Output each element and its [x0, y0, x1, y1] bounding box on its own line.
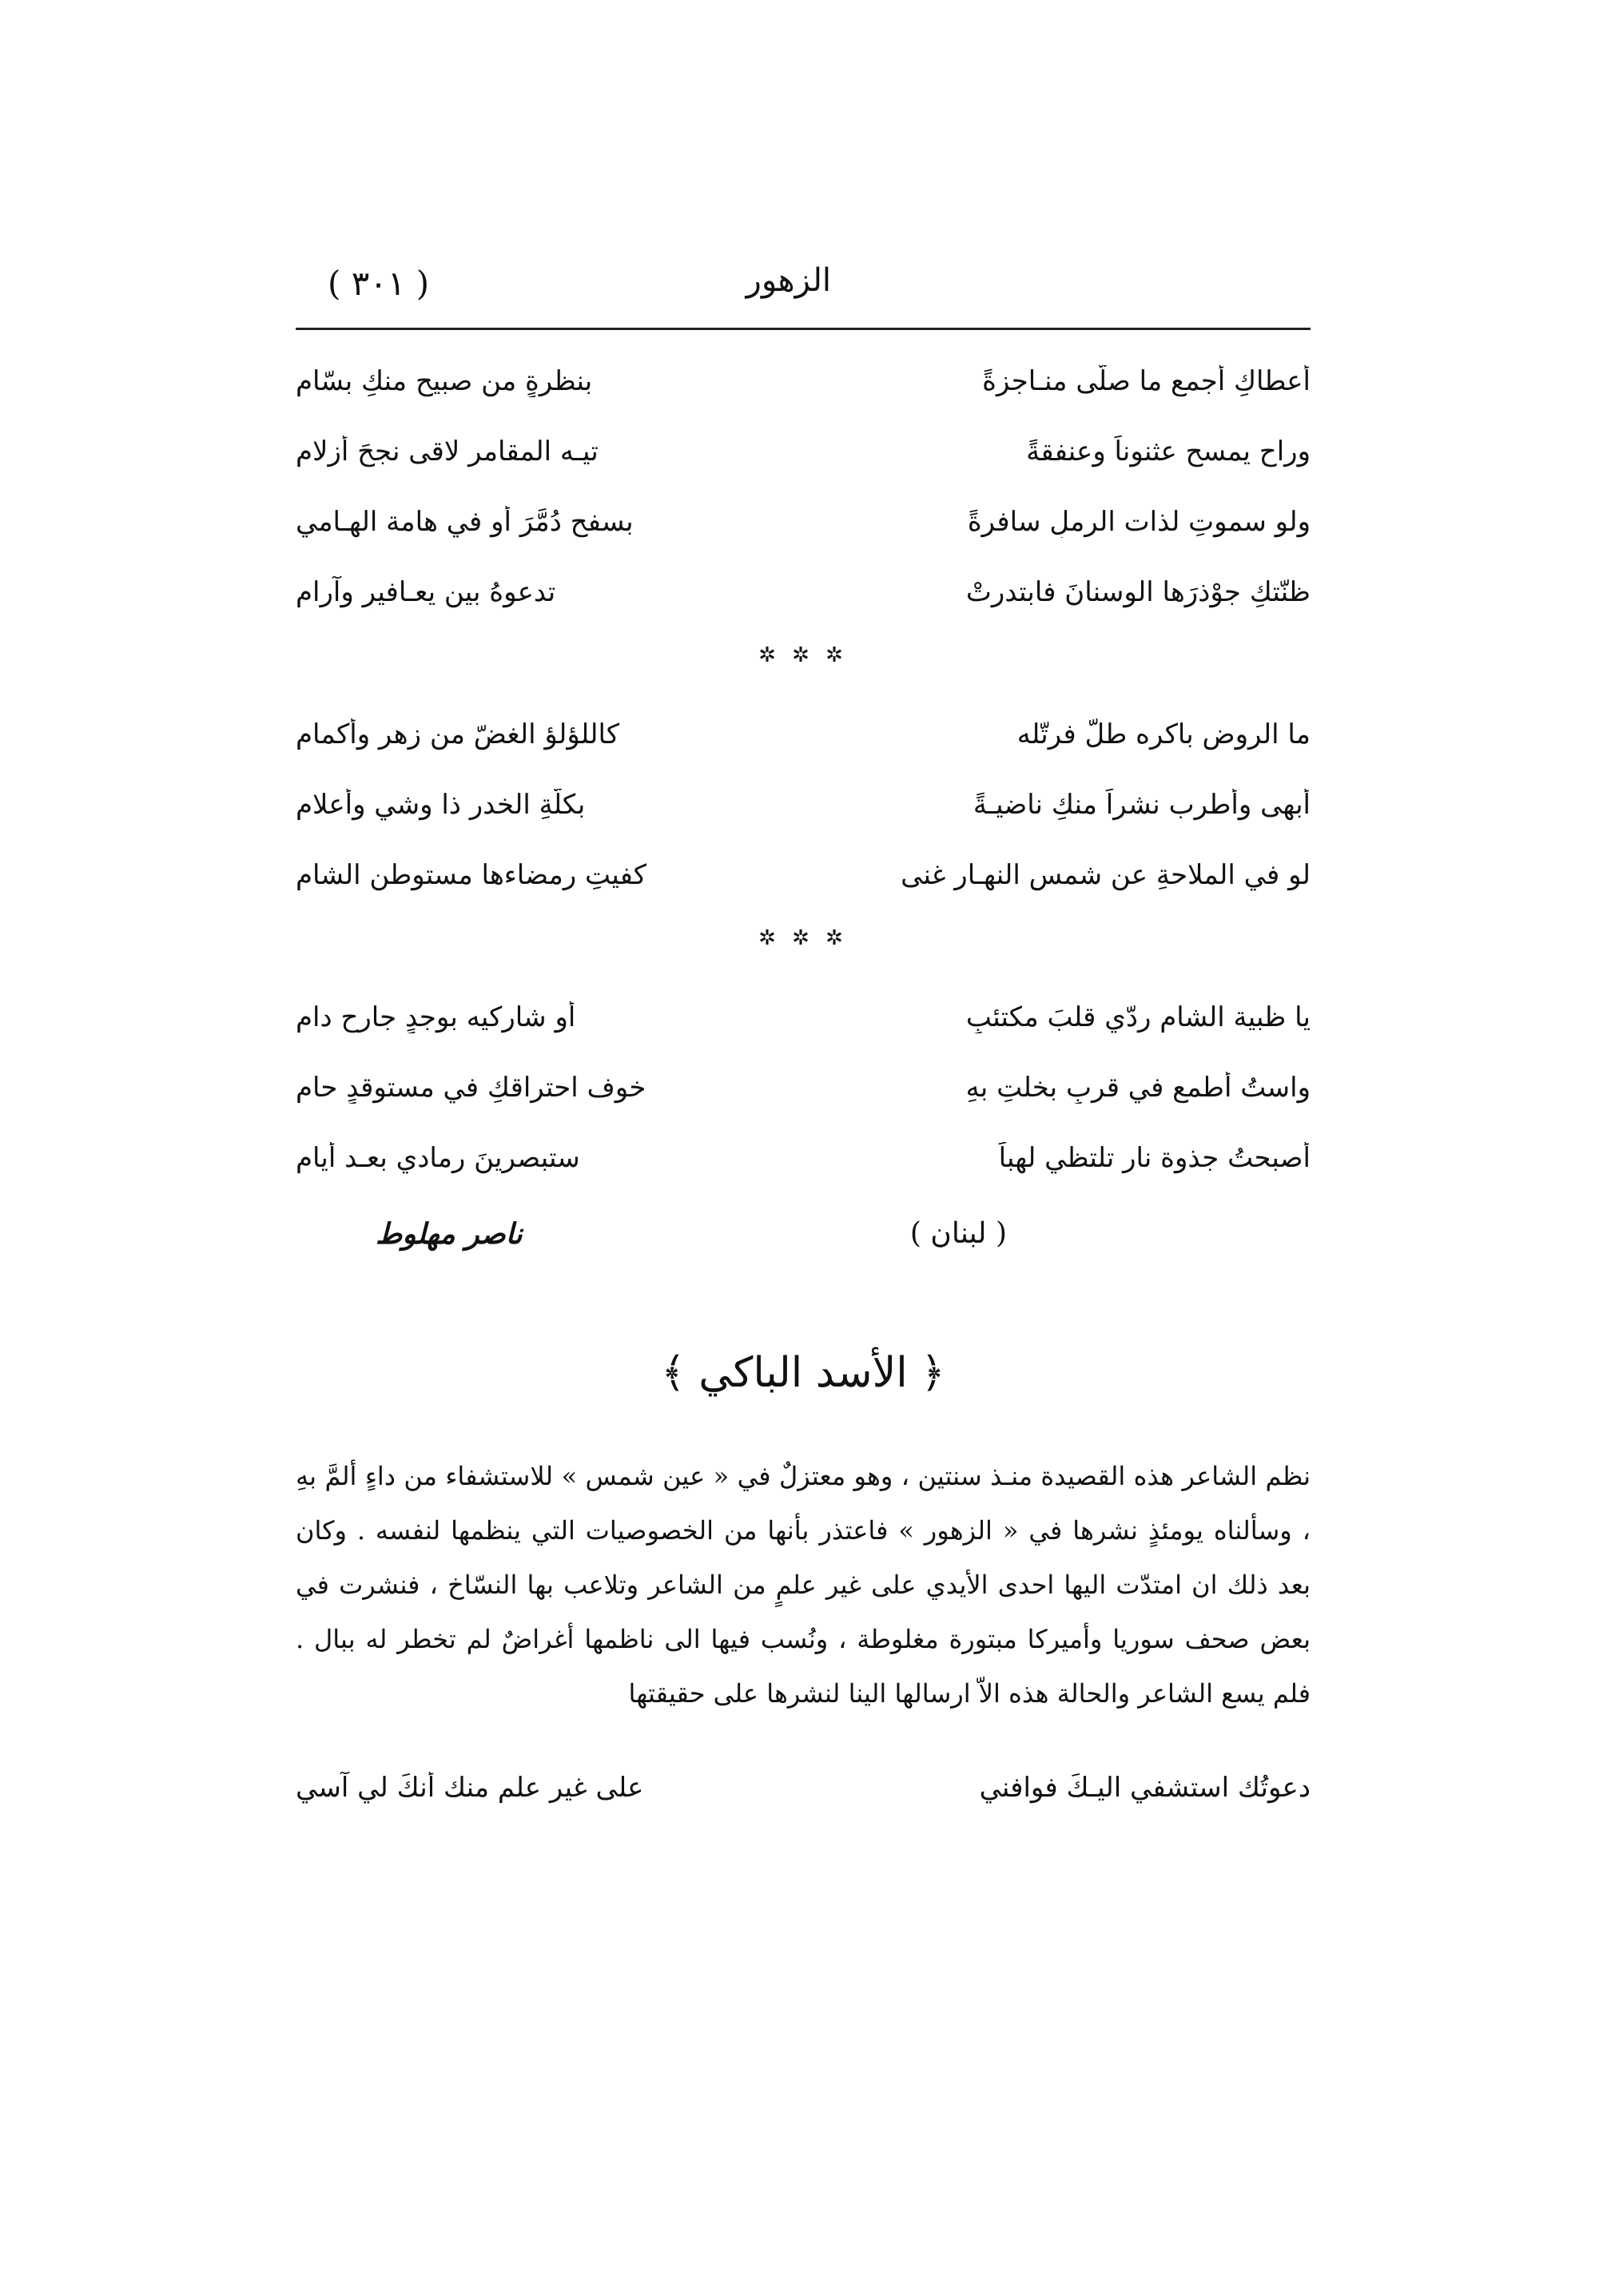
poet-signature: ناصر مهلوط	[376, 1217, 523, 1251]
asterism-divider: ✲ ✲ ✲	[758, 643, 848, 667]
stanza-1	[296, 346, 1311, 627]
hemistich-first: أعطاكِ أجمع ما صلّى منـاجزةً	[982, 365, 1311, 397]
asterism-divider: ✲ ✲ ✲	[758, 926, 848, 950]
page-number: ( ٣٠١ )	[328, 264, 430, 303]
hemistich-second: تيـه المقامرِ لاقى نجحَ أزلامِ	[296, 436, 599, 468]
intro-text: نظم الشاعر هذه القصيدة منـذ سنتين ، وهو معتزلٌ في « عين شمس » للاستشفاء من داءٍ ألمَّ بهِ ، وسألناه يومئذٍ نشرها في « الزهور » فاعتذر بأنها من الخصوصيات التي ينظمها لنفسه . وكان بعد ذلك ان امتدّت اليها احدى الأيدي على غير علمٍ من الشاعر وتلاعب بها النسّاخ ، فنشرت في بعض صحف سوريا وأميركا مبتورة مغلوطة ، ونُسب فيها الى ناظمها أغراضٌ لم تخطر له ببال . فلم يسع الشاعر والحالة هذه الاّ ارسالها الينا لنشرها على حقيقتها	[296, 1461, 1311, 1709]
hemistich-second: خوف احتراقكِ في مستوقدٍ حامِ	[296, 1072, 646, 1104]
hemistich-second: كاللؤلؤ الغضّ من زهرٍ وأكمامِ	[296, 718, 620, 750]
hemistich-first: ظنّتكِ جوْذرَها الوسنانَ فابتدرتْ	[965, 576, 1311, 608]
hemistich-second: ستبصرينَ رمادي بعـد أيامِ	[296, 1142, 580, 1174]
verse	[296, 1753, 1311, 1823]
journal-title: الزهور	[746, 262, 831, 299]
hemistich-second: على غير علمٍ منك أنكَ لي آسي	[296, 1772, 644, 1804]
verse	[296, 557, 1311, 627]
hemistich-first: أبهى وأطرب نشراً منكِ ناضيـةً	[973, 789, 1311, 821]
intro-paragraph	[296, 1449, 1311, 1721]
verse	[296, 416, 1311, 487]
hemistich-second: بسفح دُمَّرَ أو في هامة الهـامي	[296, 506, 634, 538]
verse	[296, 840, 1311, 910]
verse	[296, 699, 1311, 770]
hemistich-first: أصبحتُ جذوة نارٍ تلتظي لهباً	[998, 1142, 1311, 1174]
verse	[296, 982, 1311, 1052]
verse	[296, 346, 1311, 416]
page-header	[296, 240, 1311, 330]
hemistich-first: يا ظبية الشام ردّي قلبَ مكتئبٍ	[965, 1001, 1311, 1033]
verse	[296, 1052, 1311, 1123]
hemistich-second: بكلّةِ الخدرِ ذا وشيٍ وأعلامِ	[296, 789, 586, 821]
hemistich-second: تدعوهُ بين يعـافيرٍ وآرامِ	[296, 576, 556, 608]
hemistich-second: بنظرةٍ من صبيحٍ منكِ بسّامِ	[296, 365, 593, 397]
stanza-3	[296, 982, 1311, 1193]
hemistich-first: ما الروض باكره طلٌّ فرتّله	[1016, 718, 1311, 750]
hemistich-second: كفيتِ رمضاءها مستوطن الشامِ	[296, 859, 647, 891]
hemistich-first: لو في الملاحةِ عن شمس النهـار غنى	[901, 859, 1311, 891]
section-title: ﴿ الأسد الباكي ﴾	[661, 1349, 945, 1397]
hemistich-first: ولو سموتِ لذات الرملِ سافرةً	[967, 506, 1311, 538]
book-page	[296, 240, 1311, 2158]
verse	[296, 487, 1311, 557]
hemistich-second: أو شاركيه بوجدٍ جارحٍ دامِ	[296, 1001, 576, 1033]
verse	[296, 770, 1311, 840]
verse	[296, 1123, 1311, 1193]
hemistich-first: دعوتُك استشفي اليـكَ فوافني	[979, 1772, 1311, 1804]
hemistich-first: وراح يمسح عثنوناً وعنفقةً	[1026, 436, 1311, 468]
origin-label: ( لبنان )	[909, 1217, 1007, 1250]
stanza-2	[296, 699, 1311, 910]
signature-line	[296, 1201, 1311, 1281]
hemistich-first: واستُ أطمع في قربٍ بخلتِ بهِ	[965, 1072, 1311, 1104]
